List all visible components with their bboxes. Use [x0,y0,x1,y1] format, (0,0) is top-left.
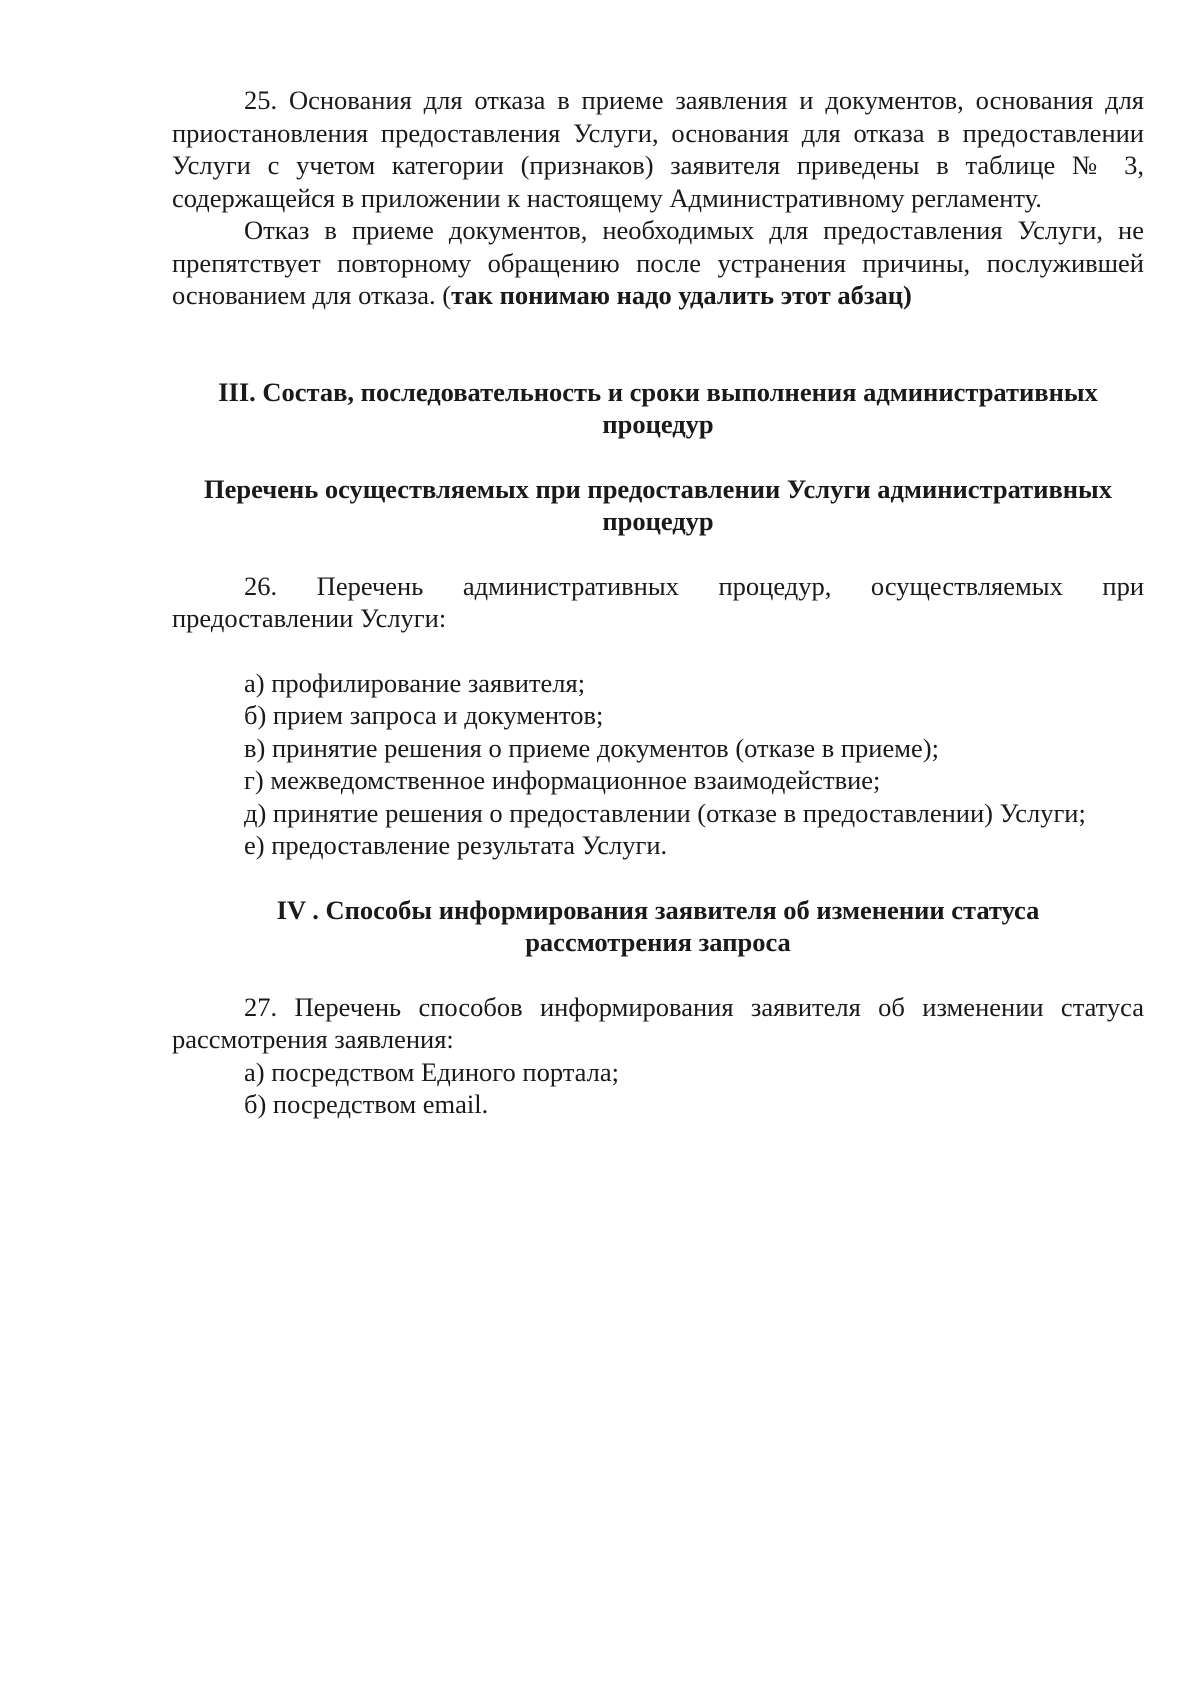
list-item: б) посредством email. [244,1089,489,1119]
list-item: в) принятие решения о приеме документов (отказе в приеме); [244,732,939,763]
notification-methods-list [172,1056,1144,1121]
list-item: б) прием запроса и документов; [244,700,604,730]
section-heading-iv: IV . Способы информирования заявителя об изменении статуса рассмотрения запроса [276,894,1040,957]
paragraph-25-refusal [172,214,1144,312]
list-item: а) профилирование заявителя; [244,667,586,698]
list-item: д) принятие решения о предоставлении (отказе в предоставлении) Услуги; [244,797,1086,828]
procedures-list [172,667,1144,862]
list-item: г) межведомственное информационное взаимодействие; [244,765,881,795]
list-item: а) посредством Единого портала; [244,1056,619,1087]
section-heading-iii: III. Состав, последовательность и сроки выполнения административных процедур [218,376,1098,439]
section-subheading-procedures: Перечень осуществляемых при предоставлении Услуги административных процедур [204,473,1112,536]
editor-comment: так понимаю надо удалить этот абзац) [451,280,912,310]
paragraph-25-refusal-text: Отказ в приеме документов, необходимых для предоставления Услуги, не препятствует повторному обращению после устранения причины, послужившей основанием для отказа. ( [172,215,1144,310]
document-page [172,84,1144,1121]
list-item: е) предоставление результата Услуги. [244,830,668,860]
paragraph-25: 25. Основания для отказа в приеме заявления и документов, основания для приостановления предоставления Услуги, основания для отказа в предоставлении Услуги с учетом категории (признаков) заявителя приведены в таблице № 3, содержащейся в приложении к настоящему Административному регламенту. [172,85,1144,213]
paragraph-26: 26. Перечень административных процедур, осуществляемых при предоставлении Услуги: [172,570,1144,633]
paragraph-27: 27. Перечень способов информирования заявителя об изменении статуса рассмотрения заявления: [172,991,1144,1054]
